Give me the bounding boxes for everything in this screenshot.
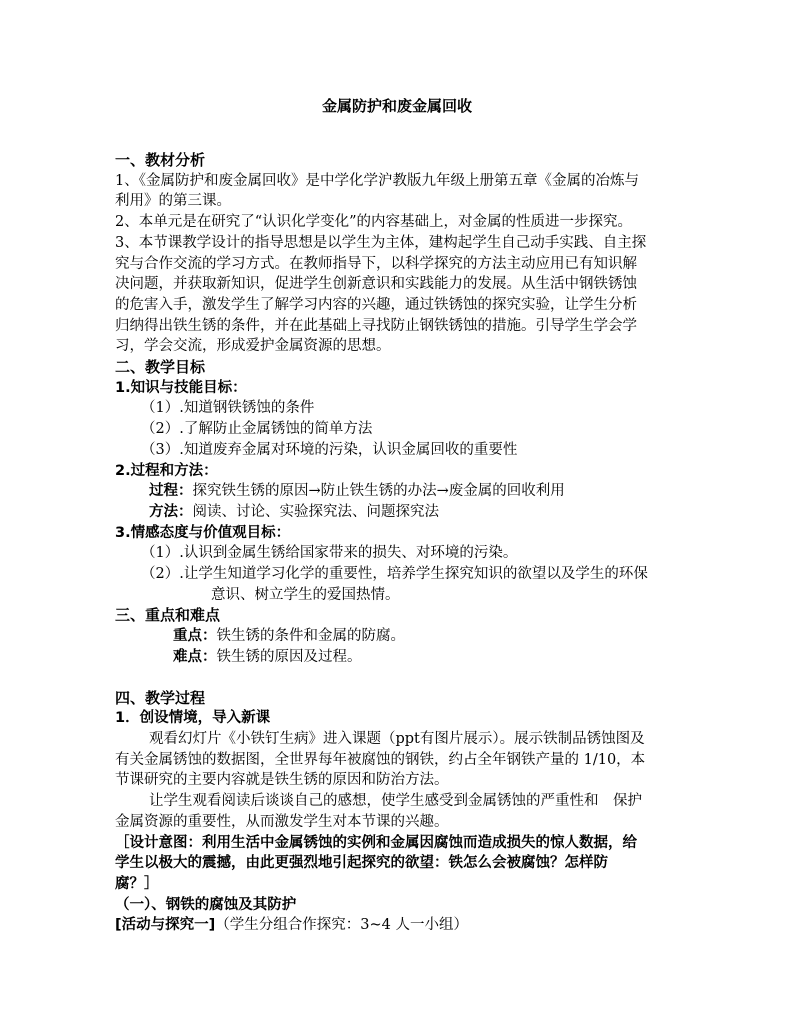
difficulty-label: 难点： [173,648,217,665]
section-heading-analysis: 一、教材分析 [115,151,206,169]
list-item: （3）.知道废弃金属对环境的污染，认识金属回收的重要性 [141,441,518,458]
paragraph-line: 节课研究的主要内容就是铁生锈的原因和防治方法。 [115,772,449,789]
difficulty-text: 铁生锈的原因及过程。 [216,648,362,665]
list-item: （1）.认识到金属生锈给国家带来的损失、对环境的污染。 [141,545,518,562]
section-heading-goals: 二、教学目标 [115,358,206,377]
method-label: 方法： [149,503,193,520]
process-label: 过程： [149,483,193,500]
process-line [115,481,687,502]
key-point-line [115,626,687,647]
process-text: 探究铁生锈的原因→防止铁生锈的办法→废金属的回收利用 [192,483,565,500]
subheading-process: 2.过程和方法： [115,462,218,479]
paragraph-line: 的危害入手，激发学生了解学习内容的兴趣，通过铁锈蚀的探究实验，让学生分析 [115,296,637,313]
paragraph-line: 1、《金属防护和废金属回收》是中学化学沪教版九年级上册第五章《金属的冶炼与 [115,172,639,189]
subheading-knowledge: 1.知识与技能目标： [115,379,247,396]
activity-line [115,915,687,936]
paragraph-line: 有关金属锈蚀的数据图，全世界每年被腐蚀的钢铁，约占全年钢铁产量的 1/10，本 [115,751,646,768]
document-title: 金属防护和废金属回收 [321,97,472,115]
list-item: （2）.让学生知道学习化学的重要性，培养学生探究知识的欲望以及学生的环保 [141,566,648,583]
subheading-emotion: 3.情感态度与价值观目标： [115,524,291,541]
list-item: （2）.了解防止金属锈蚀的简单方法 [141,421,373,438]
paragraph-line: 金属资源的重要性，从而激发学生对本节课的兴趣。 [115,813,449,830]
design-intent-line: ［设计意图：利用生活中金属锈蚀的实例和金属因腐蚀而造成损失的惊人数据，给 [115,834,637,851]
paragraph-line: 2、本单元是在研究了“认识化学变化”的内容基础上，对金属的性质进一步探究。 [115,214,633,231]
activity-text: （学生分组合作探究：3~4 人一小组） [215,917,468,934]
paragraph-line: 归纳得出铁生锈的条件，并在此基础上寻找防止钢铁锈蚀的措施。引导学生学会学 [115,317,637,334]
paragraph-line: 习，学会交流，形成爱护金属资源的思想。 [115,338,391,355]
method-line [115,502,687,523]
section-heading-process: 四、教学过程 [115,688,206,707]
paragraph-line: 决问题，并获取新知识，促进学生创新意识和实践能力的发展。从生活中钢铁锈蚀 [115,276,637,293]
design-intent-line: 腐？］ [115,875,159,892]
difficulty-line [115,647,687,668]
part-heading: （一）、钢铁的腐蚀及其防护 [115,896,297,913]
list-item-continuation: 意识、树立学生的爱国热情。 [211,586,400,603]
design-intent-line: 学生以极大的震撼，由此更强烈地引起探究的欲望：铁怎么会被腐蚀？怎样防 [115,855,608,872]
paragraph-line: 究与合作交流的学习方式。在教师指导下，以科学探究的方法主动应用已有知识解 [115,255,637,272]
paragraph-line: 利用》的第三课。 [115,193,231,210]
subheading-intro: 1．创设情境，导入新课 [115,710,271,727]
activity-label: [活动与探究一] [115,917,216,934]
list-item: （1）.知道钢铁锈蚀的条件 [141,400,315,417]
section-heading-key-points: 三、重点和难点 [115,606,221,625]
key-label: 重点： [173,628,217,645]
paragraph-line: 3、本节课教学设计的指导思想是以学生为主体，建构起学生自己动手实践、自主探 [115,234,647,251]
paragraph-line: 观看幻灯片《小铁钉生病》进入课题（ppt有图片展示）。展示铁制品锈蚀图及 [149,730,645,747]
spacer [115,668,687,688]
method-text: 阅读、讨论、实验探究法、问题探究法 [192,503,439,520]
paragraph-line: 让学生观看阅读后谈谈自己的感想，使学生感受到金属锈蚀的严重性和 保护 [149,793,642,810]
key-text: 铁生锈的条件和金属的防腐。 [216,628,405,645]
document-body [115,150,687,936]
